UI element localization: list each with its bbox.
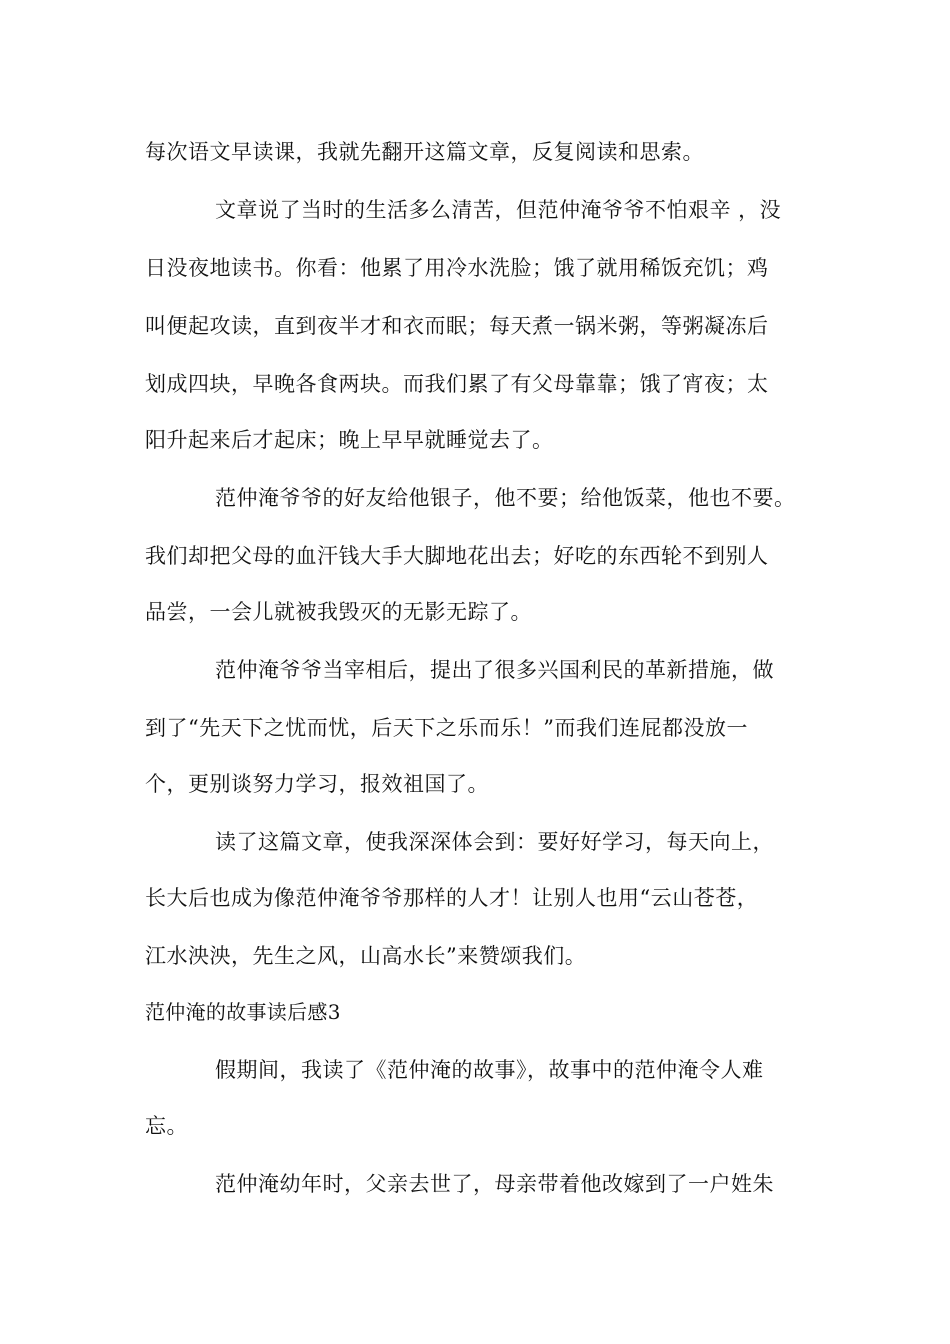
text-line: 长大后也成为像范仲淹爷爷那样的人才！让别人也用“云山苍苍， <box>145 886 759 910</box>
text-line: 划成四块，早晚各食两块。而我们累了有父母靠靠；饿了宵夜；太 <box>145 372 769 396</box>
text-line: 到了“先天下之忧而忧，后天下之乐而乐！”而我们连屁都没放一 <box>145 716 748 740</box>
text-line: 我们却把父母的血汗钱大手大脚地花出去；好吃的东西轮不到别人 <box>145 544 769 568</box>
section-heading: 范仲淹的故事读后感3 <box>145 1000 341 1024</box>
paragraph-start-line: 文章说了当时的生活多么清苦，但范仲淹爷爷不怕艰辛 ，没 <box>215 198 782 222</box>
paragraph-start-line: 假期间，我读了《范仲淹的故事》，故事中的范仲淹令人难 <box>215 1058 764 1082</box>
paragraph-start-line: 范仲淹爷爷当宰相后，提出了很多兴国利民的革新措施，做 <box>215 658 774 682</box>
text-line: 忘。 <box>145 1114 188 1138</box>
text-line: 每次语文早读课，我就先翻开这篇文章，反复阅读和思索。 <box>145 140 704 164</box>
text-line: 叫便起攻读，直到夜半才和衣而眠；每天煮一锅米粥，等粥凝冻后 <box>145 314 769 338</box>
text-line: 品尝，一会儿就被我毁灭的无影无踪了。 <box>145 600 532 624</box>
text-line: 个，更别谈努力学习，报效祖国了。 <box>145 772 489 796</box>
text-line: 江水泱泱，先生之风，山高水长”来赞颂我们。 <box>145 944 587 968</box>
paragraph-start-line: 读了这篇文章，使我深深体会到：要好好学习，每天向上， <box>215 830 774 854</box>
paragraph-start-line: 范仲淹爷爷的好友给他银子，他不要；给他饭菜，他也不要。 <box>215 486 796 510</box>
text-line: 日没夜地读书。你看：他累了用冷水洗脸；饿了就用稀饭充饥；鸡 <box>145 256 769 280</box>
text-line: 阳升起来后才起床；晚上早早就睡觉去了。 <box>145 428 554 452</box>
paragraph-start-line: 范仲淹幼年时，父亲去世了，母亲带着他改嫁到了一户姓朱 <box>215 1172 774 1196</box>
